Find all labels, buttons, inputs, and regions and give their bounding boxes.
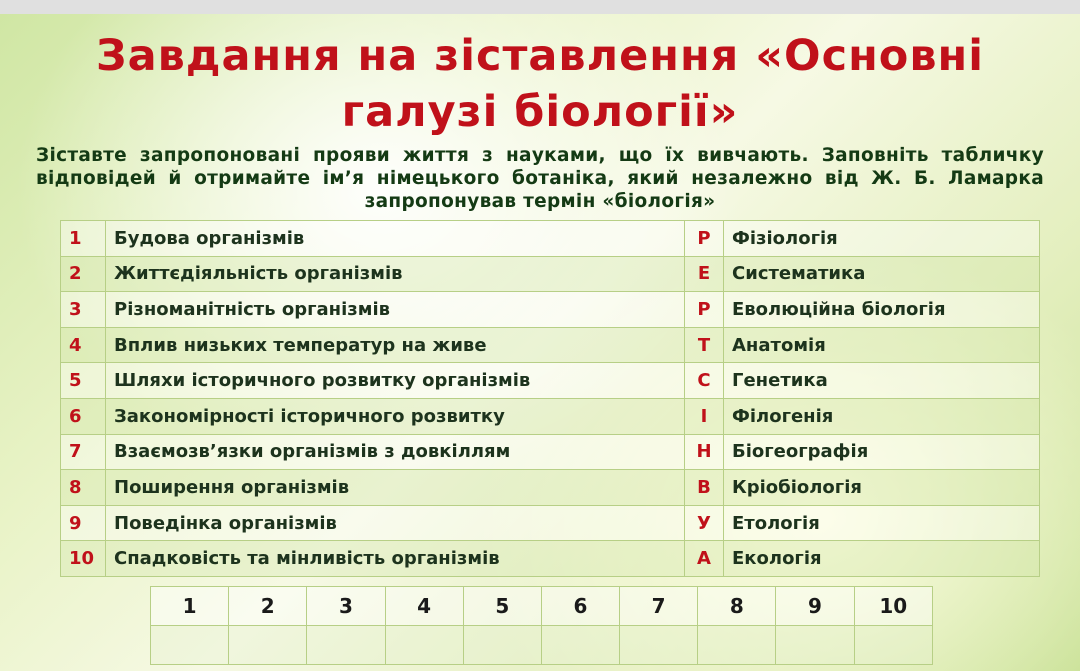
row-number-cell: 8 <box>61 470 106 506</box>
science-cell: Еволюційна біологія <box>724 292 1040 328</box>
science-cell: Біогеографія <box>724 434 1040 470</box>
letter-cell: Т <box>685 327 724 363</box>
answer-blank-cell <box>698 626 776 665</box>
feature-cell: Життєдіяльність організмів <box>106 256 685 292</box>
answer-number-cell: 7 <box>620 587 698 626</box>
table-row <box>61 470 1040 506</box>
table-row <box>61 292 1040 328</box>
letter-cell: Р <box>685 221 724 257</box>
matching-table <box>60 220 1040 577</box>
row-number-cell: 7 <box>61 434 106 470</box>
letter-cell: І <box>685 398 724 434</box>
answer-table <box>150 586 933 665</box>
table-row <box>61 327 1040 363</box>
row-number-cell: 6 <box>61 398 106 434</box>
answer-blank-row <box>151 626 933 665</box>
row-number-cell: 1 <box>61 221 106 257</box>
feature-cell: Поведінка організмів <box>106 505 685 541</box>
science-cell: Фізіологія <box>724 221 1040 257</box>
science-cell: Кріобіологія <box>724 470 1040 506</box>
answer-blank-cell <box>854 626 932 665</box>
answer-number-cell: 2 <box>229 587 307 626</box>
top-status-bar <box>0 0 1080 14</box>
feature-cell: Спадковість та мінливість організмів <box>106 541 685 577</box>
table-row <box>61 505 1040 541</box>
task-instructions: Зіставте запропоновані прояви життя з науками, що їх вивчають. Заповніть табличку відповідей й отримайте ім’я німецького ботаніка, який незалежно від Ж. Б. Ламарка запропонував термін «біологія» <box>36 145 1044 212</box>
table-row <box>61 221 1040 257</box>
table-row <box>61 434 1040 470</box>
science-cell: Етологія <box>724 505 1040 541</box>
answer-blank-cell <box>776 626 854 665</box>
row-number-cell: 10 <box>61 541 106 577</box>
answer-number-cell: 6 <box>541 587 619 626</box>
feature-cell: Шляхи історичного розвитку організмів <box>106 363 685 399</box>
letter-cell: У <box>685 505 724 541</box>
answer-number-cell: 9 <box>776 587 854 626</box>
answer-blank-cell <box>385 626 463 665</box>
science-cell: Анатомія <box>724 327 1040 363</box>
answer-blank-cell <box>229 626 307 665</box>
feature-cell: Поширення організмів <box>106 470 685 506</box>
answer-blank-cell <box>620 626 698 665</box>
answer-number-cell: 8 <box>698 587 776 626</box>
answer-blank-cell <box>307 626 385 665</box>
row-number-cell: 3 <box>61 292 106 328</box>
letter-cell: А <box>685 541 724 577</box>
answer-number-cell: 10 <box>854 587 932 626</box>
row-number-cell: 5 <box>61 363 106 399</box>
feature-cell: Будова організмів <box>106 221 685 257</box>
science-cell: Філогенія <box>724 398 1040 434</box>
row-number-cell: 9 <box>61 505 106 541</box>
feature-cell: Різноманітність організмів <box>106 292 685 328</box>
slide-title: Завдання на зіставлення «Основні галузі біології» <box>96 31 984 137</box>
answer-number-cell: 5 <box>463 587 541 626</box>
answer-blank-cell <box>151 626 229 665</box>
answer-number-cell: 4 <box>385 587 463 626</box>
answer-blank-cell <box>463 626 541 665</box>
table-row <box>61 256 1040 292</box>
letter-cell: Н <box>685 434 724 470</box>
answer-number-cell: 1 <box>151 587 229 626</box>
letter-cell: Р <box>685 292 724 328</box>
row-number-cell: 2 <box>61 256 106 292</box>
table-row <box>61 398 1040 434</box>
feature-cell: Закономірності історичного розвитку <box>106 398 685 434</box>
answer-blank-cell <box>541 626 619 665</box>
science-cell: Систематика <box>724 256 1040 292</box>
table-row <box>61 541 1040 577</box>
slide <box>0 14 1080 671</box>
science-cell: Екологія <box>724 541 1040 577</box>
letter-cell: С <box>685 363 724 399</box>
row-number-cell: 4 <box>61 327 106 363</box>
letter-cell: В <box>685 470 724 506</box>
answer-header-row <box>151 587 933 626</box>
letter-cell: Е <box>685 256 724 292</box>
answer-number-cell: 3 <box>307 587 385 626</box>
feature-cell: Взаємозв’язки організмів з довкіллям <box>106 434 685 470</box>
science-cell: Генетика <box>724 363 1040 399</box>
feature-cell: Вплив низьких температур на живе <box>106 327 685 363</box>
table-row <box>61 363 1040 399</box>
